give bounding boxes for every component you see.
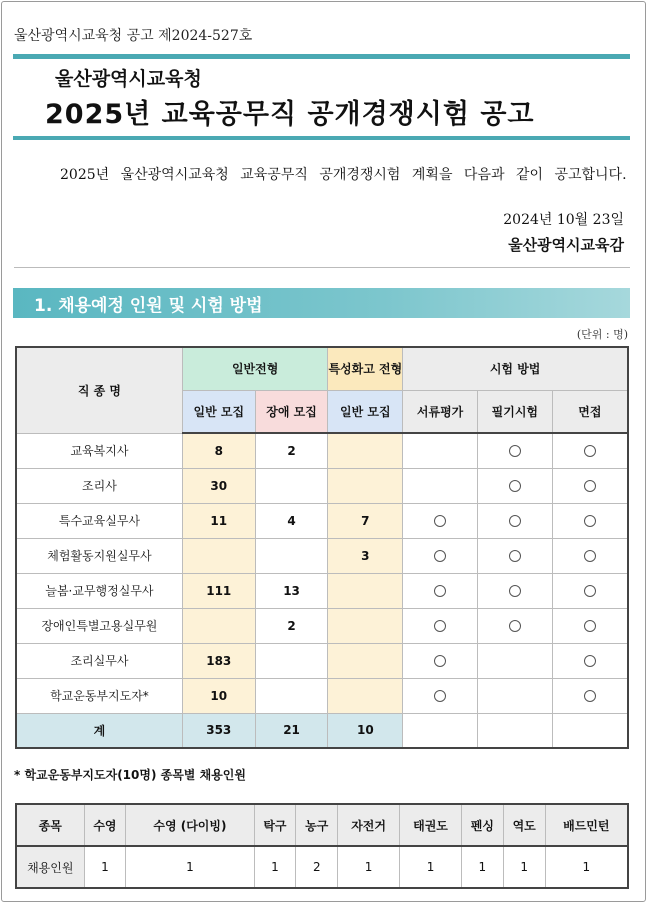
disabled-count: 2 <box>255 608 328 643</box>
sport-count: 1 <box>545 846 628 888</box>
general-count: 11 <box>182 503 255 538</box>
sport-count: 1 <box>126 846 254 888</box>
doc-cell <box>403 608 478 643</box>
disabled-count: 13 <box>255 573 328 608</box>
circle-mark-icon <box>434 550 446 562</box>
recruitment-table <box>15 346 629 749</box>
count-row-label: 채용인원 <box>16 846 84 888</box>
sports-count-row <box>16 846 628 888</box>
sport-count: 1 <box>254 846 296 888</box>
interview-cell <box>552 468 628 503</box>
circle-mark-icon <box>434 620 446 632</box>
disabled-count: 2 <box>255 433 328 468</box>
circle-mark-icon <box>434 655 446 667</box>
header-disabled-recruit: 장애 모집 <box>255 390 328 433</box>
disabled-count <box>255 678 328 713</box>
header-special-recruit: 일반 모집 <box>328 390 403 433</box>
sport-name: 태권도 <box>400 804 462 846</box>
header-doc: 서류평가 <box>403 390 478 433</box>
circle-mark-icon <box>509 515 521 527</box>
special-count <box>328 433 403 468</box>
header-special: 특성화고 전형 <box>328 347 403 390</box>
table-row <box>16 503 628 538</box>
interview-cell <box>552 538 628 573</box>
circle-mark-icon <box>584 445 596 457</box>
sport-name: 펜싱 <box>461 804 503 846</box>
job-name: 장애인특별고용실무원 <box>16 608 182 643</box>
job-name: 체험활동지원실무사 <box>16 538 182 573</box>
sport-count: 1 <box>84 846 126 888</box>
job-name: 늘봄·교무행정실무사 <box>16 573 182 608</box>
disabled-count <box>255 643 328 678</box>
total-empty <box>552 713 628 748</box>
sport-count: 1 <box>338 846 400 888</box>
header-job: 직 종 명 <box>16 347 182 433</box>
special-count: 7 <box>328 503 403 538</box>
interview-cell <box>552 643 628 678</box>
sport-name: 자전거 <box>338 804 400 846</box>
unit-label: (단위 : 명) <box>576 328 628 341</box>
divider <box>14 267 630 268</box>
doc-cell <box>403 468 478 503</box>
job-name: 조리실무사 <box>16 643 182 678</box>
table-row <box>16 468 628 503</box>
sport-name: 탁구 <box>254 804 296 846</box>
sports-header-row <box>16 804 628 846</box>
title-top-rule <box>13 54 630 59</box>
intro-text: 2025년 울산광역시교육청 교육공무직 공개경쟁시험 계획을 다음과 같이 공고합니다. <box>60 167 627 183</box>
total-empty <box>403 713 478 748</box>
special-count <box>328 678 403 713</box>
circle-mark-icon <box>584 620 596 632</box>
disabled-count <box>255 468 328 503</box>
interview-cell <box>552 433 628 468</box>
circle-mark-icon <box>434 585 446 597</box>
written-cell <box>477 468 552 503</box>
total-special: 10 <box>328 713 403 748</box>
sport-name: 수영 <box>84 804 126 846</box>
sport-name: 배드민턴 <box>545 804 628 846</box>
circle-mark-icon <box>584 585 596 597</box>
notice-date: 2024년 10월 23일 <box>503 212 624 228</box>
general-count: 30 <box>182 468 255 503</box>
doc-cell <box>403 433 478 468</box>
disabled-count <box>255 538 328 573</box>
interview-cell <box>552 573 628 608</box>
circle-mark-icon <box>509 445 521 457</box>
general-count: 10 <box>182 678 255 713</box>
interview-cell <box>552 608 628 643</box>
written-cell <box>477 643 552 678</box>
doc-cell <box>403 538 478 573</box>
written-cell <box>477 538 552 573</box>
title-bottom-rule <box>13 136 630 140</box>
signer: 울산광역시교육감 <box>508 236 624 254</box>
circle-mark-icon <box>434 690 446 702</box>
sport-count: 1 <box>503 846 545 888</box>
circle-mark-icon <box>584 690 596 702</box>
total-label: 계 <box>16 713 182 748</box>
circle-mark-icon <box>584 515 596 527</box>
total-disabled: 21 <box>255 713 328 748</box>
job-name: 조리사 <box>16 468 182 503</box>
written-cell <box>477 573 552 608</box>
notice-number: 울산광역시교육청 공고 제2024-527호 <box>14 28 253 44</box>
header-interview: 면접 <box>552 390 628 433</box>
doc-cell <box>403 678 478 713</box>
header-written: 필기시험 <box>477 390 552 433</box>
section-title: 1. 채용예정 인원 및 시험 방법 <box>34 296 263 316</box>
circle-mark-icon <box>509 550 521 562</box>
special-count <box>328 468 403 503</box>
job-name: 특수교육실무사 <box>16 503 182 538</box>
job-name: 학교운동부지도자* <box>16 678 182 713</box>
written-cell <box>477 503 552 538</box>
total-empty <box>477 713 552 748</box>
sport-count: 1 <box>400 846 462 888</box>
circle-mark-icon <box>584 480 596 492</box>
total-general: 353 <box>182 713 255 748</box>
general-count <box>182 608 255 643</box>
table-row <box>16 608 628 643</box>
sport-name: 역도 <box>503 804 545 846</box>
footnote: * 학교운동부지도자(10명) 종목별 채용인원 <box>14 768 246 782</box>
doc-cell <box>403 503 478 538</box>
header-general: 일반전형 <box>182 347 328 390</box>
table-row <box>16 433 628 468</box>
sport-name: 수영 (다이빙) <box>126 804 254 846</box>
job-name: 교육복지사 <box>16 433 182 468</box>
circle-mark-icon <box>509 620 521 632</box>
doc-cell <box>403 643 478 678</box>
general-count: 183 <box>182 643 255 678</box>
header-method: 시험 방법 <box>403 347 628 390</box>
total-row <box>16 713 628 748</box>
table-row <box>16 538 628 573</box>
page-title: 2025년 교육공무직 공개경쟁시험 공고 <box>45 99 535 130</box>
special-count: 3 <box>328 538 403 573</box>
special-count <box>328 573 403 608</box>
circle-mark-icon <box>584 550 596 562</box>
special-count <box>328 643 403 678</box>
table-row <box>16 678 628 713</box>
circle-mark-icon <box>509 585 521 597</box>
sport-name: 농구 <box>296 804 338 846</box>
circle-mark-icon <box>434 515 446 527</box>
header-general-recruit: 일반 모집 <box>182 390 255 433</box>
interview-cell <box>552 678 628 713</box>
header-row-1 <box>16 347 628 390</box>
special-count <box>328 608 403 643</box>
circle-mark-icon <box>509 480 521 492</box>
disabled-count: 4 <box>255 503 328 538</box>
doc-cell <box>403 573 478 608</box>
general-count: 111 <box>182 573 255 608</box>
general-count <box>182 538 255 573</box>
interview-cell <box>552 503 628 538</box>
written-cell <box>477 678 552 713</box>
table-row <box>16 643 628 678</box>
sport-count: 2 <box>296 846 338 888</box>
sport-header-label: 종목 <box>16 804 84 846</box>
sport-count: 1 <box>461 846 503 888</box>
org-name: 울산광역시교육청 <box>55 68 202 90</box>
circle-mark-icon <box>584 655 596 667</box>
sports-table <box>15 803 629 889</box>
written-cell <box>477 608 552 643</box>
general-count: 8 <box>182 433 255 468</box>
table-row <box>16 573 628 608</box>
written-cell <box>477 433 552 468</box>
